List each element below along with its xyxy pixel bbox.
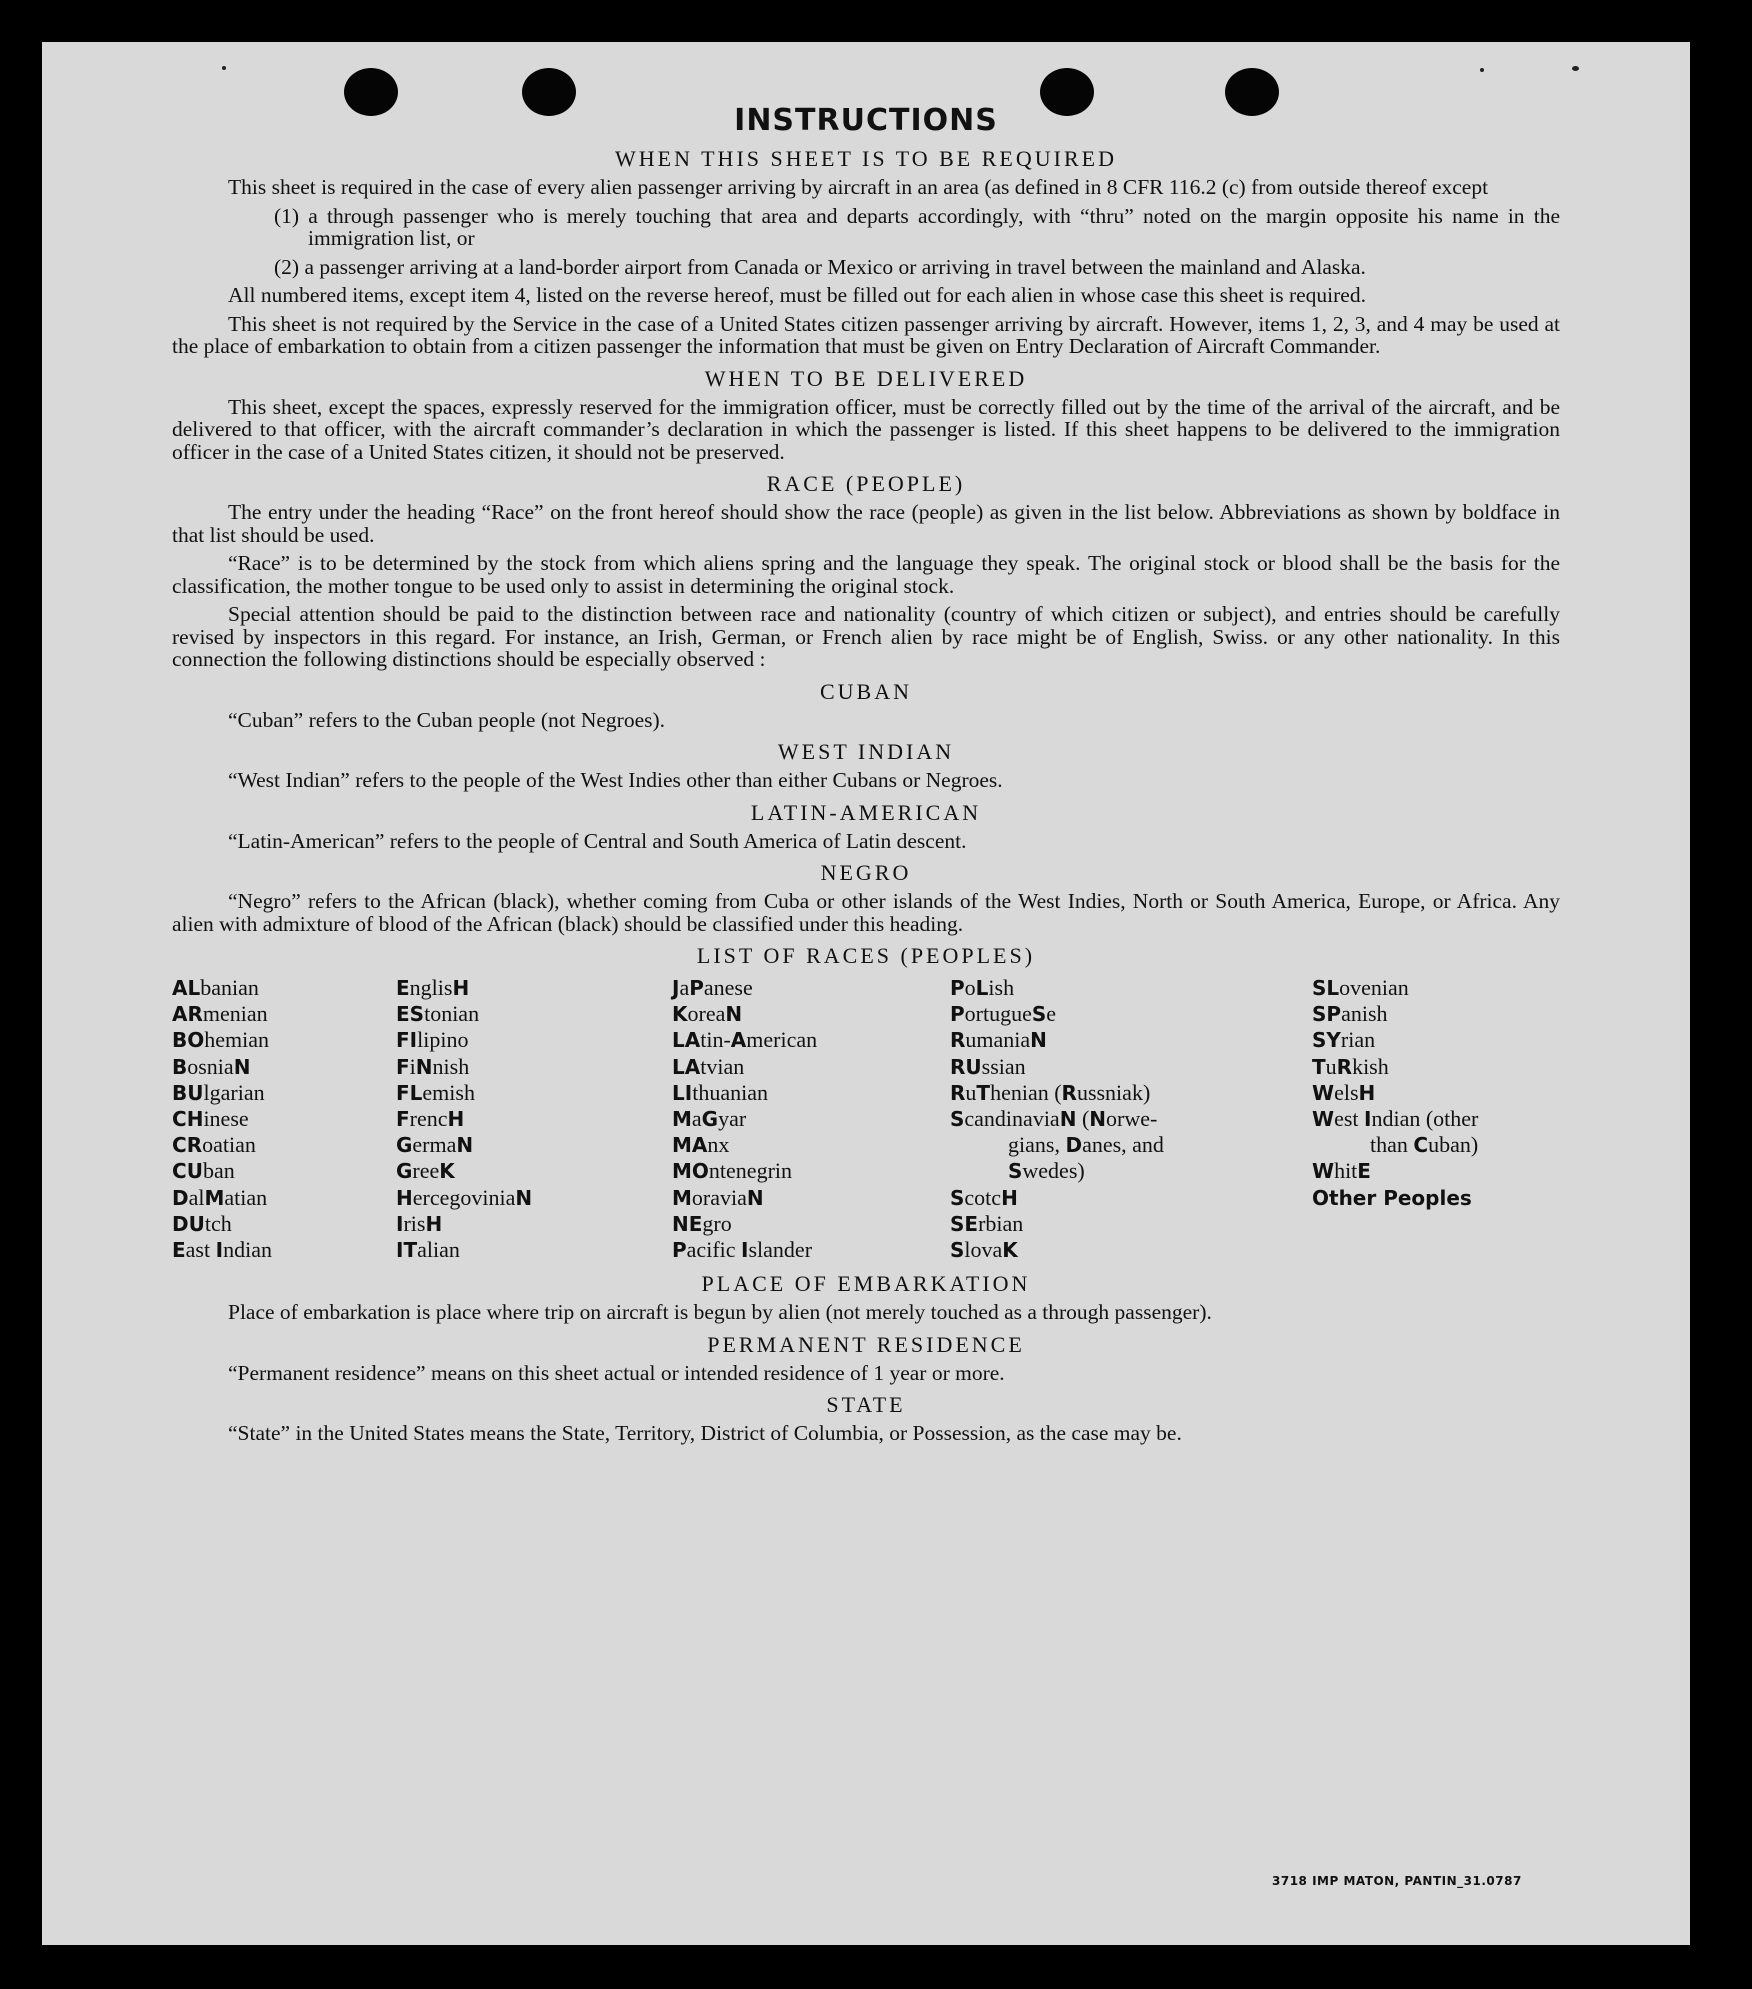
list-item: (1) a through passenger who is merely touching that area and departs accordingly, with “thru” noted on the margin opposite his name in the immigration list, or [274, 203, 1560, 250]
paragraph: “Negro” refers to the African (black), whether coming from Cuba or other islands of the West Indies, North or South America, Europe, or Africa. Any alien with admixture of blood of the African (black) should be classified under this heading. [172, 889, 1560, 936]
paragraph: “Latin-American” refers to the people of Central and South America of Latin descent. [228, 828, 967, 853]
race-entry: than Cuban) [1370, 1132, 1479, 1158]
race-entry: ITalian [396, 1237, 460, 1263]
race-entry: MOntenegrin [672, 1158, 793, 1184]
race-entry: PoLish [950, 975, 1015, 1000]
race-entry: FiNnish [396, 1053, 470, 1079]
race-entry: CUban [172, 1158, 235, 1184]
paragraph: This sheet, except the spaces, expressly reserved for the immigration officer, must be correctly filled out by the time of the arrival of the aircraft, and be delivered to that officer, with the aircraft commander’s declaration in which the passenger is listed. If this sheet happens to be delivered to the immigration officer in the case of a United States citizen, it should not be preserved. [172, 394, 1560, 464]
speck [1572, 66, 1579, 71]
race-entry: TuRkish [1312, 1053, 1389, 1079]
paragraph: This sheet is required in the case of every alien passenger arriving by aircraft in an area (as defined in 8 CFR 116.2 (c) from outside thereof except [228, 175, 1489, 199]
race-entry: RumaniaN [950, 1027, 1047, 1053]
race-entry: RUssian [950, 1053, 1026, 1079]
race-entry: WelsH [1312, 1079, 1376, 1105]
section-heading: RACE (PEOPLE) [766, 471, 966, 496]
race-entry: SLovenian [1312, 975, 1409, 1000]
race-entry: NEgro [672, 1210, 732, 1236]
race-entry: CHinese [172, 1106, 249, 1132]
section-heading: STATE [826, 1392, 906, 1418]
race-entry: FIlipino [396, 1027, 469, 1053]
section-heading: LATIN-AMERICAN [750, 799, 982, 825]
paragraph: This sheet is not required by the Service in the case of a United States citizen passenger arriving by aircraft. However, items 1, 2, 3, and 4 may be used at the place of embarkation to obtain from a citizen passenger the information that must be given on Entry Declaration of Aircraft Commander. [172, 311, 1560, 358]
race-entry: SlovaK [950, 1237, 1018, 1263]
race-entry: SPanish [1312, 1001, 1388, 1027]
page-title: INSTRUCTIONS [734, 103, 998, 138]
race-entry: Other Peoples [1312, 1185, 1472, 1210]
race-column [672, 975, 950, 1263]
race-entry: LAtin-American [672, 1027, 818, 1053]
race-entry: BOhemian [172, 1027, 270, 1053]
paragraph: All numbered items, except item 4, listed on the reverse hereof, must be filled out for each alien in whose case this sheet is required. [228, 283, 1366, 307]
race-entry: gians, Danes, and [1008, 1132, 1164, 1158]
section-heading: PERMANENT RESIDENCE [707, 1331, 1025, 1357]
paragraph: The entry under the heading “Race” on the front hereof should show the race (people) as given in the list below. Abbreviations as shown by boldface in that list should be used. [172, 500, 1560, 547]
race-entry: BUlgarian [172, 1079, 265, 1105]
speck [1480, 68, 1484, 72]
race-entry: SYrian [1312, 1027, 1376, 1053]
race-entry: EStonian [396, 1001, 480, 1027]
paragraph: “Permanent residence” means on this sheet actual or intended residence of 1 year or more. [228, 1360, 1005, 1385]
race-entry: ScandinaviaN (Norwe- [950, 1106, 1158, 1132]
race-entry: Swedes) [1008, 1158, 1085, 1184]
race-entry: KoreaN [672, 1001, 743, 1027]
race-entry: BosniaN [172, 1053, 251, 1079]
race-entry: CRoatian [172, 1132, 256, 1158]
race-entry: PortugueSe [950, 1001, 1057, 1027]
race-entry: ALbanian [172, 975, 259, 1000]
race-entry: LAtvian [672, 1053, 745, 1079]
race-entry: MoraviaN [672, 1184, 764, 1210]
section-heading: CUBAN [819, 678, 912, 704]
race-entry: MaGyar [672, 1106, 747, 1132]
race-entry: RuThenian (Russniak) [950, 1079, 1151, 1105]
race-column [172, 975, 396, 1263]
race-entry: MAnx [672, 1132, 730, 1158]
list-item: (2) a passenger arriving at a land-border airport from Canada or Mexico or arriving in travel between the mainland and Alaska. [274, 254, 1366, 279]
race-entry: FLemish [396, 1079, 475, 1105]
race-entry: EnglisH [396, 975, 470, 1000]
document-sheet [42, 42, 1690, 1945]
paragraph: “State” in the United States means the State, Territory, District of Columbia, or Possession, as the case may be. [228, 1421, 1182, 1446]
paragraph: Place of embarkation is place where trip on aircraft is begun by alien (not merely touched as a through passenger). [228, 1300, 1212, 1325]
race-entry: GreeK [396, 1158, 455, 1184]
paragraph: “Cuban” refers to the Cuban people (not Negroes). [228, 707, 666, 732]
section-heading: LIST OF RACES (PEOPLES) [696, 943, 1036, 968]
instructions-content [172, 104, 1560, 1451]
race-entry: Pacific Islander [672, 1237, 813, 1263]
paragraph: “West Indian” refers to the people of the West Indies other than either Cubans or Negroes. [228, 768, 1003, 792]
paragraph: “Race” is to be determined by the stock from which aliens spring and the language they speak. The original stock or blood shall be the basis for the classification, the mother tongue to be used only to assist in determining the original stock. [172, 551, 1560, 598]
race-entry: SErbian [950, 1210, 1024, 1236]
race-column [950, 975, 1312, 1263]
race-entry: FrencH [396, 1106, 465, 1132]
race-column [396, 975, 672, 1263]
race-entry: DalMatian [172, 1184, 268, 1210]
race-entry: East Indian [172, 1237, 272, 1263]
race-entry: ScotcH [950, 1184, 1018, 1210]
paragraph: Special attention should be paid to the distinction between race and nationality (country of which citizen or subject), and entries should be carefully revised by inspectors in this regard. For instance, an Irish, German, or French alien by race might be of English, Swiss. or any other nationality. In this connection the following distinctions should be especially observed : [172, 602, 1560, 671]
race-entry: LIthuanian [672, 1079, 768, 1105]
printer-imprint: 3718 IMP MATON, PANTIN_31.0787 [1272, 1874, 1522, 1888]
section-heading: WHEN TO BE DELIVERED [704, 365, 1028, 391]
section-heading: PLACE OF EMBARKATION [701, 1271, 1031, 1297]
race-list [172, 975, 1560, 1263]
race-entry: HercegoviniaN [396, 1184, 533, 1210]
speck [222, 66, 226, 70]
race-entry: JaPanese [672, 975, 753, 1000]
race-entry: DUtch [172, 1210, 232, 1236]
race-entry: WhitE [1312, 1158, 1371, 1184]
race-entry: ARmenian [172, 1001, 268, 1027]
race-column [1312, 975, 1560, 1263]
race-entry: GermaN [396, 1132, 474, 1158]
section-heading: WHEN THIS SHEET IS TO BE REQUIRED [615, 146, 1117, 171]
section-heading: WEST INDIAN [777, 739, 955, 764]
section-heading: NEGRO [820, 860, 912, 885]
race-entry: West Indian (other [1312, 1106, 1479, 1132]
race-entry: IrisH [396, 1210, 443, 1236]
